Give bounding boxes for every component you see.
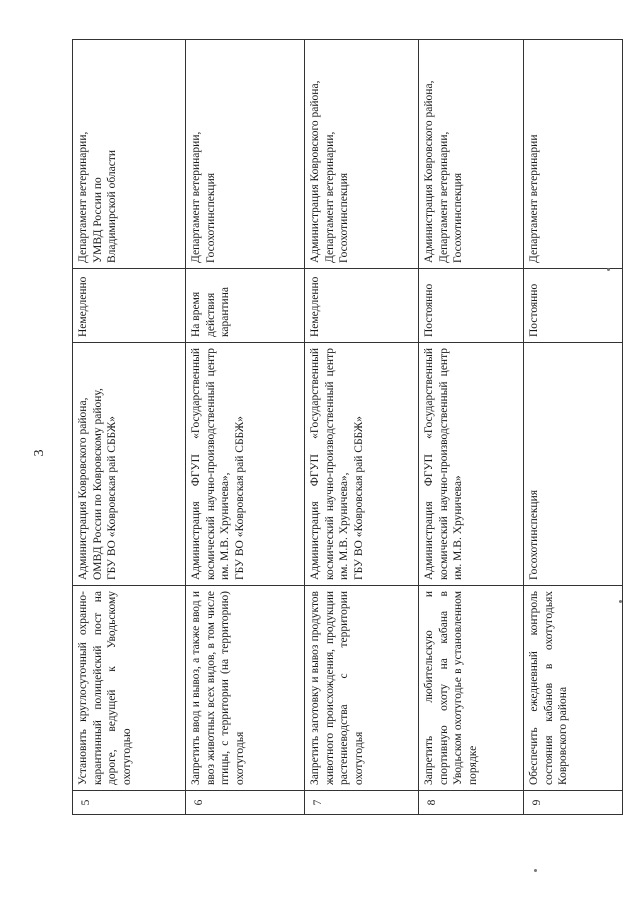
executor-line: Администрация ФГУП «Государственный космический научно-производственный центр им. М.В. Хруничева», bbox=[190, 348, 231, 580]
executor-line: Администрация Ковровского района, bbox=[77, 397, 89, 580]
page-number: 3 bbox=[32, 449, 47, 457]
term-cell: Постоянно bbox=[419, 269, 524, 343]
executor-cell bbox=[73, 343, 186, 586]
control-line: Госохотинспекция bbox=[338, 172, 350, 263]
executor-line: Администрация ФГУП «Государственный космический научно-производственный центр им. М.В. Хруничева» bbox=[423, 348, 464, 580]
executor-cell bbox=[524, 343, 623, 586]
scan-speck bbox=[607, 268, 610, 271]
control-line: Департамент ветеринарии bbox=[528, 134, 540, 263]
control-line: Департамент ветеринарии, bbox=[437, 131, 450, 263]
control-line: Департамент ветеринарии, bbox=[323, 131, 336, 263]
table-row bbox=[419, 40, 524, 815]
measure-cell: Запретить любительскую и спортивную охоту на кабана в Уводьском охотугодье в установленном порядке bbox=[419, 586, 524, 791]
measures-table bbox=[72, 39, 623, 815]
executor-line: ГБУ ВО «Ковровская рай СББЖ» bbox=[233, 416, 246, 580]
executor-line: ОМВД России по Ковровскому району, bbox=[91, 388, 104, 580]
control-line: УМВД России по bbox=[91, 177, 104, 263]
executor-line: ГБУ ВО «Ковровская рай СББЖ» bbox=[352, 416, 365, 580]
row-number: 5 bbox=[73, 791, 186, 815]
term-cell: На время действия карантина bbox=[186, 269, 305, 343]
control-line: Госохотинспекция bbox=[204, 172, 217, 263]
scan-speck bbox=[534, 869, 537, 872]
table-row bbox=[305, 40, 419, 815]
measure-cell: Обеспечить ежедневный контроль состояния кабанов в охотугодьях Ковровского района bbox=[524, 586, 623, 791]
control-line: Владимирской области bbox=[106, 149, 118, 263]
executor-line: ГБУ ВО «Ковровская рай СББЖ» bbox=[106, 416, 118, 580]
term-cell: Немедленно bbox=[73, 269, 186, 343]
row-number: 7 bbox=[305, 791, 419, 815]
row-number: 8 bbox=[419, 791, 524, 815]
control-line: Администрация Ковровского района, bbox=[309, 80, 321, 263]
table-row bbox=[524, 40, 623, 815]
control-cell bbox=[524, 40, 623, 269]
measure-cell: Запретить ввод и вывоз, а также ввод и ввоз животных всех видов, в том числе птицы, с территории (на территорию) охотугодья bbox=[186, 586, 305, 791]
control-cell bbox=[305, 40, 419, 269]
executor-line: Госохотинспекция bbox=[528, 489, 540, 580]
executor-line: Администрация ФГУП «Государственный космический научно-производственный центр им. М.В. Хруничева», bbox=[309, 348, 350, 580]
term-cell: Постоянно bbox=[524, 269, 623, 343]
executor-cell bbox=[305, 343, 419, 586]
control-cell bbox=[419, 40, 524, 269]
control-line: Госохотинспекция bbox=[452, 172, 464, 263]
control-line: Администрация Ковровского района, bbox=[423, 80, 435, 263]
measure-cell: Установить круглосуточный охранно-карантинный полицейский пост на дороге, ведущей к Уводьскому охотугодью bbox=[73, 586, 186, 791]
table-row bbox=[186, 40, 305, 815]
measure-cell: Запретить заготовку и вывоз продуктов животного происхождения, продукции растениеводства с территории охотугодья bbox=[305, 586, 419, 791]
scan-speck bbox=[619, 600, 622, 603]
control-line: Департамент ветеринарии, bbox=[77, 131, 89, 263]
control-line: Департамент ветеринарии, bbox=[190, 131, 202, 263]
executor-cell bbox=[186, 343, 305, 586]
table-row bbox=[73, 40, 186, 815]
row-number: 6 bbox=[186, 791, 305, 815]
control-cell bbox=[73, 40, 186, 269]
term-cell: Немедленно bbox=[305, 269, 419, 343]
row-number: 9 bbox=[524, 791, 623, 815]
executor-cell bbox=[419, 343, 524, 586]
control-cell bbox=[186, 40, 305, 269]
measures-table-frame bbox=[72, 40, 622, 815]
